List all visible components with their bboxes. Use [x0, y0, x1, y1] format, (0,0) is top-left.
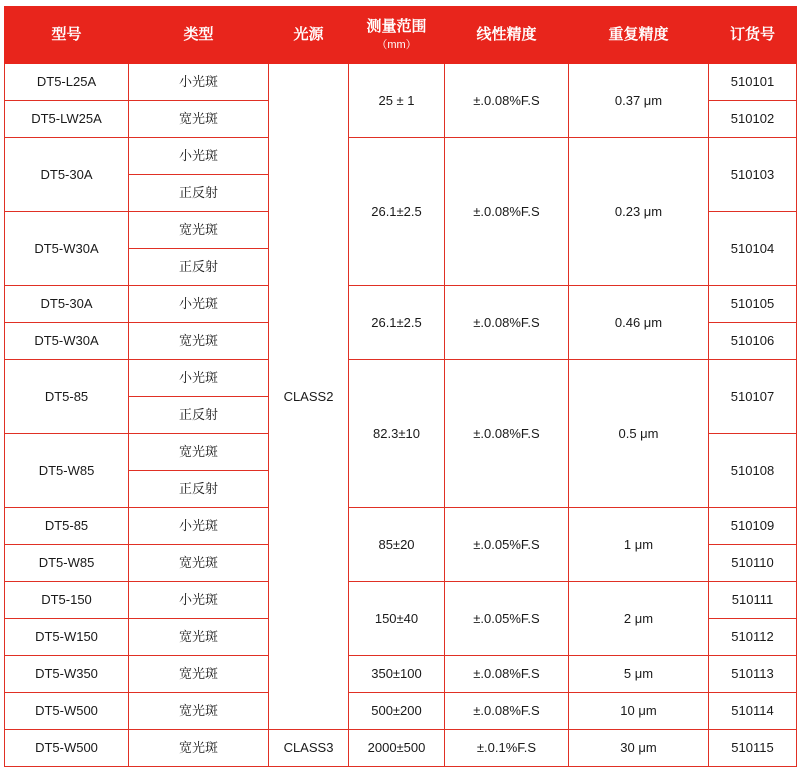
cell-type: 宽光斑	[129, 434, 269, 471]
column-header-order-number-label: 订货号	[729, 25, 775, 43]
table-row	[5, 286, 797, 323]
cell-linearity: ±.0.08%F.S	[445, 656, 569, 693]
cell-model: DT5-LW25A	[5, 101, 129, 138]
cell-type: 宽光斑	[129, 656, 269, 693]
column-header-type	[129, 7, 269, 64]
cell-measuring-range: 26.1±2.5	[349, 286, 445, 360]
cell-model: DT5-W500	[5, 693, 129, 730]
cell-linearity: ±.0.08%F.S	[445, 64, 569, 138]
cell-repeatability: 0.46 μm	[569, 286, 709, 360]
cell-type: 宽光斑	[129, 545, 269, 582]
column-header-repeatability-label: 重复精度	[608, 25, 669, 43]
table-row	[5, 138, 797, 175]
cell-type: 宽光斑	[129, 212, 269, 249]
column-header-light-source-label: 光源	[293, 25, 324, 43]
cell-type: 正反射	[129, 471, 269, 508]
table-header	[5, 7, 797, 64]
cell-order-number: 510106	[709, 323, 797, 360]
cell-type: 小光斑	[129, 508, 269, 545]
cell-model: DT5-W85	[5, 545, 129, 582]
cell-type: 小光斑	[129, 360, 269, 397]
cell-model: DT5-30A	[5, 286, 129, 323]
cell-model: DT5-85	[5, 508, 129, 545]
cell-type: 宽光斑	[129, 323, 269, 360]
cell-order-number: 510105	[709, 286, 797, 323]
cell-model: DT5-L25A	[5, 64, 129, 101]
cell-order-number: 510113	[709, 656, 797, 693]
cell-type: 宽光斑	[129, 730, 269, 767]
table-body	[5, 64, 797, 767]
cell-model: DT5-W350	[5, 656, 129, 693]
table-row	[5, 360, 797, 397]
cell-linearity: ±.0.1%F.S	[445, 730, 569, 767]
column-header-measuring-range-label: 测量范围	[366, 17, 427, 35]
table-row	[5, 582, 797, 619]
table-row	[5, 656, 797, 693]
table-row	[5, 730, 797, 767]
cell-order-number: 510115	[709, 730, 797, 767]
column-header-model-label: 型号	[51, 25, 82, 43]
cell-model: DT5-30A	[5, 138, 129, 212]
cell-model: DT5-W30A	[5, 323, 129, 360]
cell-order-number: 510111	[709, 582, 797, 619]
cell-repeatability: 10 μm	[569, 693, 709, 730]
cell-linearity: ±.0.05%F.S	[445, 508, 569, 582]
cell-repeatability: 1 μm	[569, 508, 709, 582]
cell-model: DT5-85	[5, 360, 129, 434]
cell-repeatability: 0.37 μm	[569, 64, 709, 138]
cell-type: 正反射	[129, 397, 269, 434]
column-header-order-number	[709, 7, 797, 64]
cell-type: 小光斑	[129, 138, 269, 175]
column-header-linearity	[445, 7, 569, 64]
cell-order-number: 510112	[709, 619, 797, 656]
cell-linearity: ±.0.05%F.S	[445, 582, 569, 656]
column-header-measuring-range	[349, 7, 445, 64]
cell-type: 宽光斑	[129, 619, 269, 656]
cell-measuring-range: 85±20	[349, 508, 445, 582]
cell-measuring-range: 500±200	[349, 693, 445, 730]
cell-type: 小光斑	[129, 582, 269, 619]
cell-type: 小光斑	[129, 286, 269, 323]
cell-light-source: CLASS2	[269, 64, 349, 730]
cell-linearity: ±.0.08%F.S	[445, 138, 569, 286]
cell-linearity: ±.0.08%F.S	[445, 286, 569, 360]
cell-model: DT5-150	[5, 582, 129, 619]
cell-order-number: 510109	[709, 508, 797, 545]
cell-order-number: 510104	[709, 212, 797, 286]
cell-type: 正反射	[129, 175, 269, 212]
cell-order-number: 510102	[709, 101, 797, 138]
cell-model: DT5-W85	[5, 434, 129, 508]
cell-order-number: 510101	[709, 64, 797, 101]
cell-measuring-range: 150±40	[349, 582, 445, 656]
table-row	[5, 64, 797, 101]
cell-measuring-range: 25 ± 1	[349, 64, 445, 138]
cell-repeatability: 0.5 μm	[569, 360, 709, 508]
column-header-type-label: 类型	[183, 25, 214, 43]
column-header-light-source	[269, 7, 349, 64]
cell-measuring-range: 26.1±2.5	[349, 138, 445, 286]
column-header-repeatability	[569, 7, 709, 64]
cell-model: DT5-W150	[5, 619, 129, 656]
cell-repeatability: 5 μm	[569, 656, 709, 693]
cell-measuring-range: 2000±500	[349, 730, 445, 767]
cell-measuring-range: 82.3±10	[349, 360, 445, 508]
cell-repeatability: 30 μm	[569, 730, 709, 767]
cell-type: 宽光斑	[129, 693, 269, 730]
column-header-model	[5, 7, 129, 64]
cell-repeatability: 2 μm	[569, 582, 709, 656]
cell-order-number: 510108	[709, 434, 797, 508]
cell-repeatability: 0.23 μm	[569, 138, 709, 286]
column-header-linearity-label: 线性精度	[476, 25, 537, 43]
cell-order-number: 510103	[709, 138, 797, 212]
cell-linearity: ±.0.08%F.S	[445, 693, 569, 730]
cell-type: 正反射	[129, 249, 269, 286]
cell-model: DT5-W30A	[5, 212, 129, 286]
table-row	[5, 508, 797, 545]
cell-order-number: 510110	[709, 545, 797, 582]
column-header-measuring-range-unit: （mm）	[376, 39, 417, 52]
cell-order-number: 510114	[709, 693, 797, 730]
cell-model: DT5-W500	[5, 730, 129, 767]
cell-linearity: ±.0.08%F.S	[445, 360, 569, 508]
cell-order-number: 510107	[709, 360, 797, 434]
table-row	[5, 693, 797, 730]
cell-light-source: CLASS3	[269, 730, 349, 767]
header-row	[5, 7, 797, 64]
product-specification-table	[4, 6, 797, 767]
cell-measuring-range: 350±100	[349, 656, 445, 693]
cell-type: 小光斑	[129, 64, 269, 101]
cell-type: 宽光斑	[129, 101, 269, 138]
